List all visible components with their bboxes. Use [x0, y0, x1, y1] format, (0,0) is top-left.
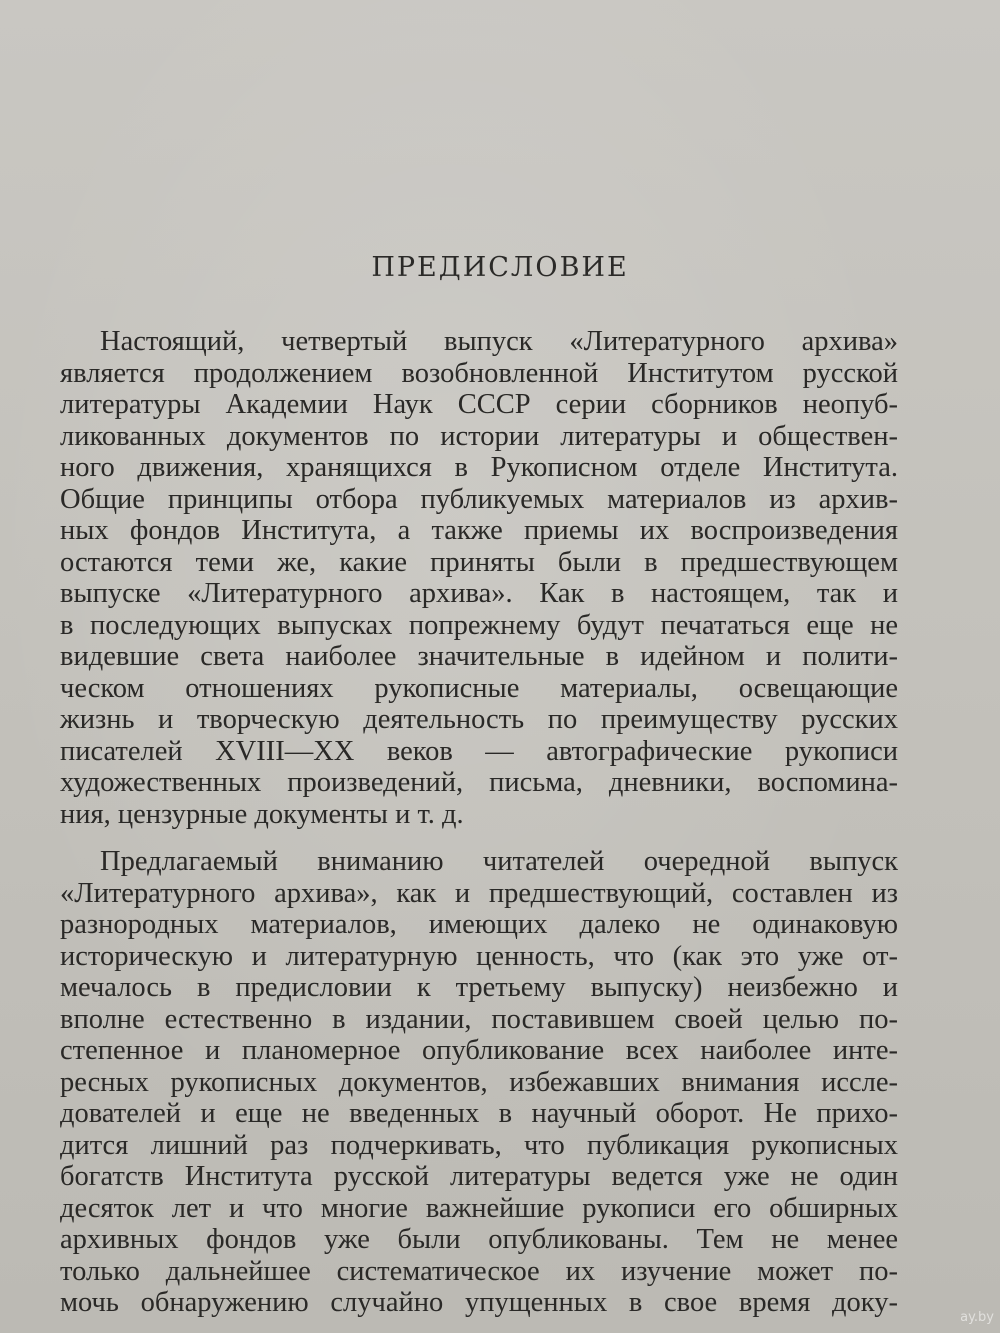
- page-heading: ПРЕДИСЛОВИЕ: [371, 252, 629, 283]
- site-watermark: ay.by: [960, 1310, 994, 1325]
- text-line: только дальнейшее систематическое их изучение может по-: [60, 1255, 898, 1287]
- text-line: богатств Института русской литературы ведется уже не один: [60, 1161, 898, 1192]
- text-line: выпуске «Литературного архива». Как в настоящем, так и: [60, 578, 898, 609]
- text-line: разнородных материалов, имеющих далеко не одинаковую: [60, 909, 898, 940]
- text-line: вполне естественно в издании, поставившем своей целью по-: [60, 1003, 898, 1035]
- text-line: Предлагаемый вниманию читателей очередной выпуск: [100, 846, 898, 877]
- text-line: «Литературного архива», как и предшествующий, составлен из: [60, 877, 898, 909]
- text-line: ресных рукописных документов, избежавших внимания иссле-: [60, 1066, 898, 1098]
- text-line: является продолжением возобновленной Институтом русской: [60, 357, 898, 389]
- paragraph-1: [60, 326, 898, 830]
- text-line: дователей и еще не введенных в научный оборот. Не прихо-: [60, 1098, 898, 1129]
- text-line: ных фондов Института, а также приемы их воспроизведения: [60, 515, 898, 546]
- text-line: историческую и литературную ценность, что (как это уже от-: [60, 940, 898, 972]
- paragraph-gap: [60, 830, 898, 846]
- body-text: [60, 326, 898, 1319]
- text-line: в последующих выпусках попрежнему будут печататься еще не: [60, 609, 898, 641]
- text-line: Общие принципы отбора публикуемых материалов из архив-: [60, 483, 898, 515]
- text-line: ного движения, хранящихся в Рукописном отделе Института.: [60, 452, 898, 483]
- text-line: ния, цензурные документы и т. д.: [60, 798, 464, 830]
- text-line: степенное и планомерное опубликование всех наиболее инте-: [60, 1035, 898, 1066]
- text-line: ческом отношениях рукописные материалы, освещающие: [60, 672, 898, 704]
- text-line: мечалось в предисловии к третьему выпуску) неизбежно и: [60, 972, 898, 1003]
- text-line: видевшие света наиболее значительные в идейном и полити-: [60, 641, 898, 672]
- text-line: ликованных документов по истории литературы и обществен-: [60, 420, 898, 452]
- text-line: литературы Академии Наук СССР серии сборников неопуб-: [60, 389, 898, 420]
- text-line: десяток лет и что многие важнейшие рукописи его обширных: [60, 1192, 898, 1224]
- text-line: жизнь и творческую деятельность по преимуществу русских: [60, 704, 898, 735]
- paragraph-2: [60, 846, 898, 1319]
- text-line: художественных произведений, письма, дневники, воспомина-: [60, 767, 898, 798]
- text-line: писателей XVIII—XX веков — автографические рукописи: [60, 735, 898, 767]
- text-line: остаются теми же, какие приняты были в предшествующем: [60, 546, 898, 578]
- text-line: Настоящий, четвертый выпуск «Литературного архива»: [100, 326, 898, 357]
- text-line: архивных фондов уже были опубликованы. Тем не менее: [60, 1224, 898, 1255]
- text-line: мочь обнаружению случайно упущенных в свое время доку-: [60, 1287, 898, 1318]
- text-line: дится лишний раз подчеркивать, что публикация рукописных: [60, 1129, 898, 1161]
